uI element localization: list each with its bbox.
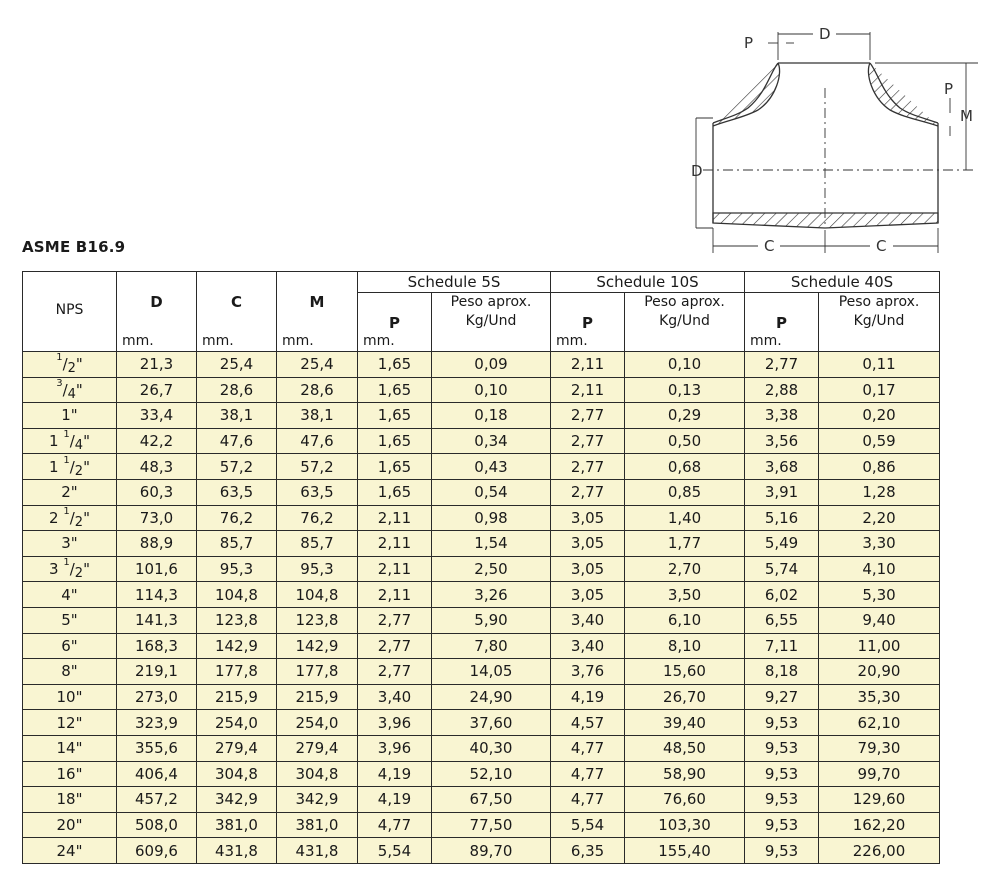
cell-nps: 16" [23,761,117,787]
cell-c: 254,0 [197,710,277,736]
cell-p10: 5,54 [551,812,625,838]
cell-nps: $^1/_2$" [23,352,117,378]
cell-p10: 2,11 [551,377,625,403]
cell-c: 431,8 [197,838,277,864]
cell-p40: 7,11 [745,633,819,659]
cell-w10: 1,77 [625,531,745,557]
cell-w10: 0,85 [625,479,745,505]
dim-label-c-left: C [764,237,775,255]
cell-w40: 99,70 [819,761,940,787]
cell-c: 142,9 [197,633,277,659]
cell-nps: 10" [23,684,117,710]
table-row [23,505,940,531]
cell-w10: 15,60 [625,659,745,685]
cell-nps: 18" [23,787,117,813]
cell-w10: 0,10 [625,352,745,378]
cell-m: 25,4 [277,352,358,378]
cell-p10: 3,40 [551,607,625,633]
cell-p5: 2,11 [358,531,432,557]
cell-m: 342,9 [277,787,358,813]
cell-p40: 6,02 [745,582,819,608]
cell-p40: 9,53 [745,761,819,787]
cell-p40: 2,88 [745,377,819,403]
cell-d: 168,3 [117,633,197,659]
cell-p5: 5,54 [358,838,432,864]
table-row [23,838,940,864]
header-schedule-10s: Schedule 10S [551,272,745,293]
cell-nps: 5" [23,607,117,633]
cell-p40: 3,56 [745,428,819,454]
cell-w5: 5,90 [432,607,551,633]
cell-w10: 3,50 [625,582,745,608]
cell-p5: 2,77 [358,659,432,685]
cell-w10: 1,40 [625,505,745,531]
cell-p5: 3,96 [358,710,432,736]
cell-nps: 20" [23,812,117,838]
dim-label-c-right: C [876,237,887,255]
cell-p40: 9,53 [745,710,819,736]
cell-p40: 9,53 [745,787,819,813]
cell-nps: 12" [23,710,117,736]
cell-nps: 24" [23,838,117,864]
cell-p10: 2,77 [551,403,625,429]
cell-w40: 226,00 [819,838,940,864]
cell-p10: 3,40 [551,633,625,659]
cell-d: 508,0 [117,812,197,838]
cell-m: 57,2 [277,454,358,480]
table-row [23,428,940,454]
tee-fitting-diagram [688,18,988,258]
cell-w40: 2,20 [819,505,940,531]
cell-w10: 39,40 [625,710,745,736]
dim-label-m: M [960,107,973,125]
table-row [23,761,940,787]
table-row [23,710,940,736]
cell-c: 104,8 [197,582,277,608]
cell-c: 342,9 [197,787,277,813]
cell-p5: 2,11 [358,556,432,582]
cell-d: 26,7 [117,377,197,403]
cell-d: 323,9 [117,710,197,736]
cell-w40: 1,28 [819,479,940,505]
cell-p40: 8,18 [745,659,819,685]
cell-nps: 1" [23,403,117,429]
cell-d: 73,0 [117,505,197,531]
cell-w40: 62,10 [819,710,940,736]
table-row [23,812,940,838]
cell-m: 85,7 [277,531,358,557]
cell-d: 114,3 [117,582,197,608]
table-row [23,352,940,378]
cell-w5: 37,60 [432,710,551,736]
cell-d: 457,2 [117,787,197,813]
cell-c: 177,8 [197,659,277,685]
cell-p5: 2,11 [358,505,432,531]
cell-d: 88,9 [117,531,197,557]
cell-w10: 26,70 [625,684,745,710]
cell-p40: 3,68 [745,454,819,480]
cell-p10: 4,77 [551,735,625,761]
cell-p10: 4,77 [551,787,625,813]
header-schedule-40s: Schedule 40S [745,272,940,293]
cell-p10: 4,57 [551,710,625,736]
table-row [23,377,940,403]
cell-p5: 1,65 [358,377,432,403]
cell-c: 76,2 [197,505,277,531]
table-row [23,633,940,659]
cell-nps: $^3/_4$" [23,377,117,403]
cell-c: 95,3 [197,556,277,582]
cell-nps: 3 $^1/_2$" [23,556,117,582]
header-p-10s: P mm. [551,293,625,352]
cell-w10: 48,50 [625,735,745,761]
cell-c: 304,8 [197,761,277,787]
cell-p10: 3,05 [551,556,625,582]
table-row [23,454,940,480]
cell-d: 42,2 [117,428,197,454]
cell-p5: 3,96 [358,735,432,761]
cell-p40: 5,16 [745,505,819,531]
cell-d: 141,3 [117,607,197,633]
cell-w40: 4,10 [819,556,940,582]
cell-w40: 162,20 [819,812,940,838]
cell-c: 38,1 [197,403,277,429]
cell-w40: 0,59 [819,428,940,454]
dim-label-p-right: P [944,80,954,98]
cell-nps: 2" [23,479,117,505]
cell-w40: 0,17 [819,377,940,403]
cell-c: 381,0 [197,812,277,838]
cell-p40: 3,38 [745,403,819,429]
cell-w10: 155,40 [625,838,745,864]
cell-d: 355,6 [117,735,197,761]
cell-m: 95,3 [277,556,358,582]
cell-w10: 0,68 [625,454,745,480]
page-title: ASME B16.9 [22,238,126,256]
cell-c: 215,9 [197,684,277,710]
header-p-40s: P mm. [745,293,819,352]
cell-m: 215,9 [277,684,358,710]
cell-nps: 8" [23,659,117,685]
cell-p40: 9,53 [745,838,819,864]
cell-c: 28,6 [197,377,277,403]
cell-p40: 6,55 [745,607,819,633]
cell-w5: 24,90 [432,684,551,710]
cell-p5: 1,65 [358,454,432,480]
cell-m: 279,4 [277,735,358,761]
cell-p10: 2,77 [551,428,625,454]
cell-w5: 0,09 [432,352,551,378]
cell-w5: 77,50 [432,812,551,838]
cell-nps: 6" [23,633,117,659]
cell-nps: 2 $^1/_2$" [23,505,117,531]
cell-w5: 0,34 [432,428,551,454]
cell-m: 47,6 [277,428,358,454]
dimensions-table [22,271,940,864]
cell-d: 60,3 [117,479,197,505]
header-p-5s: P mm. [358,293,432,352]
cell-p10: 3,05 [551,582,625,608]
cell-p40: 9,53 [745,735,819,761]
cell-p40: 3,91 [745,479,819,505]
cell-w5: 7,80 [432,633,551,659]
cell-p10: 2,11 [551,352,625,378]
cell-p5: 1,65 [358,403,432,429]
cell-m: 381,0 [277,812,358,838]
cell-p10: 4,19 [551,684,625,710]
cell-p5: 2,77 [358,633,432,659]
cell-w5: 52,10 [432,761,551,787]
cell-p40: 9,53 [745,812,819,838]
cell-w10: 8,10 [625,633,745,659]
cell-p10: 2,77 [551,454,625,480]
cell-d: 48,3 [117,454,197,480]
cell-w5: 89,70 [432,838,551,864]
cell-w5: 0,18 [432,403,551,429]
cell-w40: 0,11 [819,352,940,378]
cell-m: 63,5 [277,479,358,505]
cell-p5: 2,11 [358,582,432,608]
cell-p5: 3,40 [358,684,432,710]
cell-d: 21,3 [117,352,197,378]
cell-w10: 0,29 [625,403,745,429]
cell-m: 431,8 [277,838,358,864]
cell-nps: 3" [23,531,117,557]
cell-p5: 2,77 [358,607,432,633]
cell-p5: 1,65 [358,352,432,378]
header-peso-10s: Peso aprox. Kg/Und [625,293,745,352]
cell-c: 25,4 [197,352,277,378]
cell-p10: 3,05 [551,531,625,557]
table-row [23,531,940,557]
cell-w40: 5,30 [819,582,940,608]
cell-c: 63,5 [197,479,277,505]
cell-d: 406,4 [117,761,197,787]
cell-c: 47,6 [197,428,277,454]
cell-nps: 4" [23,582,117,608]
table-row [23,735,940,761]
cell-w10: 76,60 [625,787,745,813]
cell-w40: 0,86 [819,454,940,480]
cell-p10: 2,77 [551,479,625,505]
header-nps: NPS [23,272,117,352]
cell-m: 28,6 [277,377,358,403]
dim-label-d-top: D [819,25,831,43]
cell-w5: 0,98 [432,505,551,531]
cell-p10: 6,35 [551,838,625,864]
table-row [23,479,940,505]
cell-d: 33,4 [117,403,197,429]
cell-p10: 4,77 [551,761,625,787]
cell-c: 85,7 [197,531,277,557]
cell-w5: 0,54 [432,479,551,505]
dim-label-p-top: P [744,34,754,52]
cell-nps: 14" [23,735,117,761]
cell-m: 38,1 [277,403,358,429]
cell-w5: 14,05 [432,659,551,685]
table-row [23,659,940,685]
cell-p5: 4,19 [358,787,432,813]
cell-p5: 4,19 [358,761,432,787]
table-row [23,787,940,813]
cell-w5: 3,26 [432,582,551,608]
table-row [23,582,940,608]
table-row [23,684,940,710]
cell-w10: 0,13 [625,377,745,403]
header-peso-40s: Peso aprox. Kg/Und [819,293,940,352]
cell-d: 101,6 [117,556,197,582]
cell-w10: 58,90 [625,761,745,787]
cell-w40: 3,30 [819,531,940,557]
header-peso-5s: Peso aprox. Kg/Und [432,293,551,352]
header-d: D mm. [117,272,197,352]
cell-w40: 20,90 [819,659,940,685]
cell-c: 279,4 [197,735,277,761]
cell-w40: 79,30 [819,735,940,761]
cell-d: 609,6 [117,838,197,864]
cell-m: 104,8 [277,582,358,608]
cell-p40: 5,49 [745,531,819,557]
cell-w10: 0,50 [625,428,745,454]
header-schedule-5s: Schedule 5S [358,272,551,293]
cell-w10: 103,30 [625,812,745,838]
cell-p40: 2,77 [745,352,819,378]
cell-m: 304,8 [277,761,358,787]
cell-w5: 1,54 [432,531,551,557]
cell-p5: 1,65 [358,479,432,505]
header-m: M mm. [277,272,358,352]
cell-p10: 3,05 [551,505,625,531]
cell-p10: 3,76 [551,659,625,685]
cell-w40: 35,30 [819,684,940,710]
cell-w40: 129,60 [819,787,940,813]
cell-w5: 67,50 [432,787,551,813]
cell-d: 273,0 [117,684,197,710]
cell-w5: 2,50 [432,556,551,582]
cell-c: 57,2 [197,454,277,480]
cell-nps: 1 $^1/_2$" [23,454,117,480]
cell-p40: 5,74 [745,556,819,582]
table-row [23,403,940,429]
cell-w10: 6,10 [625,607,745,633]
table-row [23,607,940,633]
cell-m: 177,8 [277,659,358,685]
cell-m: 142,9 [277,633,358,659]
dim-label-d-left: D [691,162,703,180]
cell-w5: 40,30 [432,735,551,761]
cell-m: 123,8 [277,607,358,633]
cell-p40: 9,27 [745,684,819,710]
cell-w10: 2,70 [625,556,745,582]
cell-w40: 9,40 [819,607,940,633]
header-c: C mm. [197,272,277,352]
cell-w5: 0,43 [432,454,551,480]
table-row [23,556,940,582]
cell-c: 123,8 [197,607,277,633]
cell-d: 219,1 [117,659,197,685]
cell-nps: 1 $^1/_4$" [23,428,117,454]
cell-m: 254,0 [277,710,358,736]
cell-p5: 4,77 [358,812,432,838]
cell-w40: 11,00 [819,633,940,659]
cell-w5: 0,10 [432,377,551,403]
cell-w40: 0,20 [819,403,940,429]
cell-m: 76,2 [277,505,358,531]
cell-p5: 1,65 [358,428,432,454]
